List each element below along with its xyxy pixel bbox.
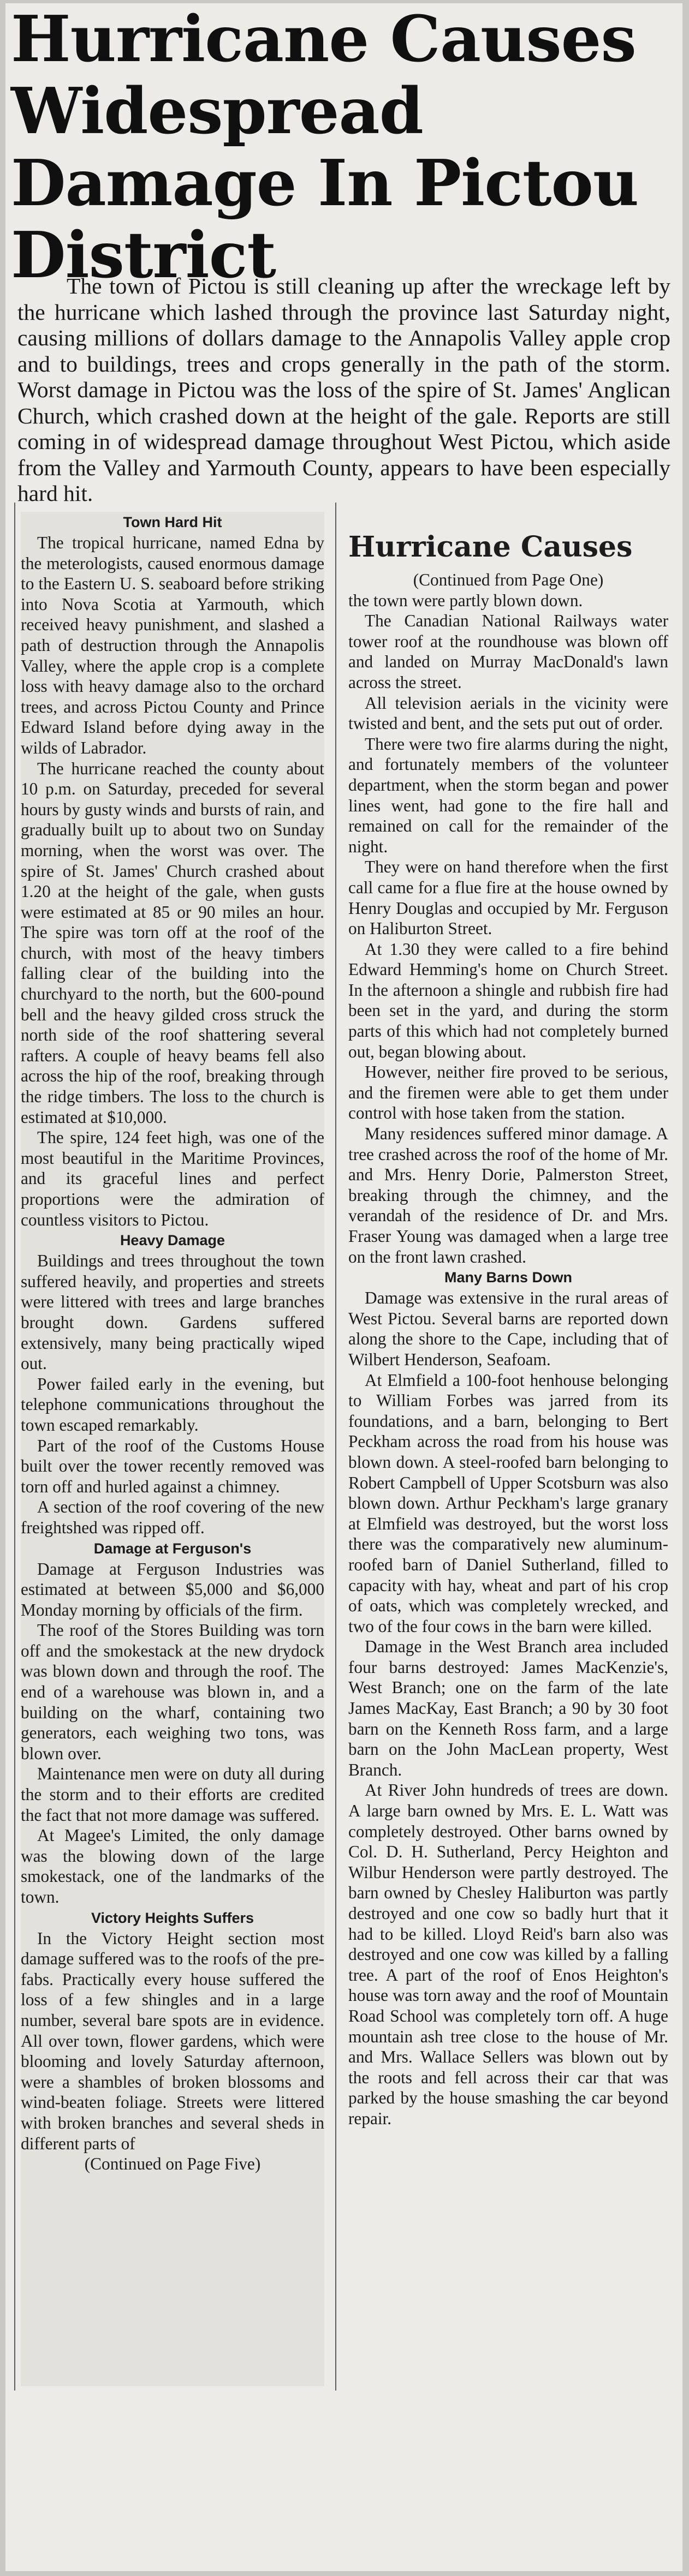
article-paragraph: the town were partly blown down. [348, 590, 583, 610]
article-paragraph: At Magee's Limited, the only damage was the blowing down of the large smokestack, one of the landmarks of the town. [21, 1826, 324, 1906]
article-paragraph: The tropical hurricane, named Edna by the meterologists, caused enormous damage to the Eastern U. S. seaboard before striking into Nova Scotia at Yarmouth, which received heavy punishment, and slashed a path of destruction through the Annapolis Valley, where the apple crop is a complete loss with heavy damage also to the orchard trees, and across Pictou County and Prince Edward Island before dying away in the wilds of Labrador. [21, 533, 324, 757]
article-paragraph: The Canadian National Railways water tower roof at the roundhouse was blown off and landed on Murray MacDonald's lawn across the street. [348, 611, 668, 692]
article-paragraph: However, neither fire proved to be serious, and the firemen were able to get them under control with hose taken from the station. [348, 1062, 668, 1123]
lead-paragraph: The town of Pictou is still cleaning up after the wreckage left by the hurricane which lashed through the province last Saturday night, causing millions of dollars damage to the Annapolis Valley apple crop and to buildings, trees and crops generally in the path of the storm. Worst damage in Pictou was the loss of the spire of St. James' Anglican Church, which crashed down at the height of the gale. Reports are still coming in of widespread damage throughout West Pictou, which aside from the Valley and Yarmouth County, appears to have been especially hard hit. [17, 273, 670, 506]
article-paragraph: At Elmfield a 100-foot henhouse belonging to William Forbes was jarred from its foundations, and a barn, belonging to Bert Peckham across the road from his house was blown down. A steel-roofed barn belonging to Robert Campbell of Upper Scotsburn was also blown down. Arthur Peckham's large granary at Elmfield was destroyed, but the worst loss there was the comparatively new aluminum-roofed barn of Daniel Sutherland, filled to capacity with hay, wheat and part of his crop of oats, which was completely wrecked, and two of the four cows in the barn were killed. [348, 1370, 668, 1636]
article-paragraph: Many residences suffered minor damage. A tree crashed across the roof of the home of Mr. and Mrs. Henry Dorie, Palmerston Street, breaking through the chimney, and the verandah of the residence of Dr. and Mrs. Fraser Young was damaged when a large tree on the front lawn crashed. [348, 1124, 668, 1266]
article-paragraph: All television aerials in the vicinity were twisted and bent, and the sets put out of order. [348, 693, 668, 733]
article-paragraph: At 1.30 they were called to a fire behind Edward Hemming's home on Church Street. In the afternoon a shingle and rubbish fire had been set in the yard, and during the storm parts of this which had not completely burned out, began blowing about. [348, 939, 668, 1061]
article-paragraph: At River John hundreds of trees are down. A large barn owned by Mrs. E. L. Watt was completely destroyed. Other barns owned by Col. D. H. Sutherland, Percy Heighton and Wilbur Henderson were partly destroyed. The barn owned by Chesley Haliburton was partly destroyed and one cow so badly hurt that it had to be killed. Lloyd Reid's barn also was destroyed and one cow was killed by a falling tree. A part of the roof of Enos Heighton's house was torn away and the roof of Mountain Road School was completely torn off. A huge mountain ash tree close to the house of Mr. and Mrs. Wallace Sellers was blown out by the roots and fell across their car that was parked by the house smashing the car beyond repair. [348, 1780, 668, 2128]
right-column [348, 528, 668, 2547]
subhead-damage-at-fergusons: Damage at Ferguson's [93, 1540, 252, 1557]
article-paragraph: Power failed early in the evening, but telephone communications throughout the town escaped remarkably. [21, 1374, 324, 1435]
article-paragraph: They were on hand therefore when the first call came for a flue fire at the house owned by Henry Douglas and occupied by Mr. Ferguson on Haliburton Street. [348, 857, 668, 939]
article-paragraph: Buildings and trees throughout the town suffered heavily, and properties and streets were littered with trees and large branches brought down. Gardens suffered extensively, many being practically wiped out. [21, 1251, 324, 1373]
article-paragraph: In the Victory Height section most damage suffered was to the roofs of the pre-fabs. Practically every house suffered the loss of a few shingles and in a large number, several bare spots are in evidence. All over town, flower gardens, which were blooming and lovely Saturday afternoon, were a shambles of broken blossoms and wind-beaten foliage. Streets were littered with broken branches and several sheds in different parts of [21, 1928, 324, 2153]
article-paragraph: Damage in the West Branch area included four barns destroyed: James MacKenzie's, West Branch; one on the farm of the late James MacKay, East Branch; a 90 by 30 foot barn on the Kenneth Ross farm, and a large barn on the John MacLean property, West Branch. [348, 1637, 668, 1779]
article-paragraph: The hurricane reached the county about 10 p.m. on Saturday, preceded for several hours by gusty winds and bursts of rain, and gradually built up to about two on Sunday morning, when the worst was over. The spire of St. James' Church crashed about 1.20 at the height of the gale, when gusts were estimated at 85 or 90 miles an hour. The spire was torn off at the roof of the church, with most of the heavy timbers falling clear of the building into the churchyard to the north, but the 600-pound bell and the heavy gilded cross struck the north side of the roof shattering several rafters. A couple of heavy beams fell also across the hip of the roof, breaking through the ridge timbers. The loss to the church is estimated at $10,000. [21, 758, 324, 1127]
left-column-border [14, 503, 15, 2390]
continued-from-notice: (Continued from Page One) [413, 570, 604, 589]
continuation-heading: Hurricane Causes [348, 530, 633, 564]
left-column [21, 512, 324, 2386]
article-paragraph: There were two fire alarms during the night, and fortunately members of the volunteer department, when the storm began and power lines went, had gone to the fire hall and remained on call for the remainder of the night. [348, 734, 668, 856]
subhead-many-barns-down: Many Barns Down [444, 1269, 573, 1286]
article-paragraph: Maintenance men were on duty all during the storm and to their efforts are credited the fact that not more damage was suffered. [21, 1764, 324, 1825]
subhead-town-hard-hit: Town Hard Hit [123, 514, 222, 530]
column-divider [335, 503, 336, 2390]
continued-notice: (Continued on Page Five) [84, 2154, 261, 2174]
article-paragraph: Damage was extensive in the rural areas of West Pictou. Several barns are reported down along the shore to the Cape, including that of Wilbert Henderson, Seafoam. [348, 1288, 668, 1369]
article-paragraph: Damage at Ferguson Industries was estimated at between $5,000 and $6,000 Monday morning by officials of the firm. [21, 1559, 324, 1619]
subhead-victory-heights-suffers: Victory Heights Suffers [91, 1909, 254, 1926]
headline: Hurricane Causes Widespread Damage In Pictou District [11, 3, 639, 292]
newspaper-clipping [5, 3, 682, 2571]
subhead-heavy-damage: Heavy Damage [120, 1232, 225, 1249]
article-paragraph: The roof of the Stores Building was torn off and the smokestack at the new drydock was blown down and through the roof. The end of a warehouse was blown in, and a building on the wharf, containing two generators, each weighing two tons, was blown over. [21, 1621, 324, 1763]
article-paragraph: Part of the roof of the Customs House built over the tower recently removed was torn off and hurled against a chimney. [21, 1436, 324, 1496]
article-paragraph: A section of the roof covering of the new freightshed was ripped off. [21, 1497, 324, 1537]
article-paragraph: The spire, 124 feet high, was one of the most beautiful in the Maritime Provinces, and its graceful lines and perfect proportions were the admiration of countless visitors to Pictou. [21, 1128, 324, 1229]
